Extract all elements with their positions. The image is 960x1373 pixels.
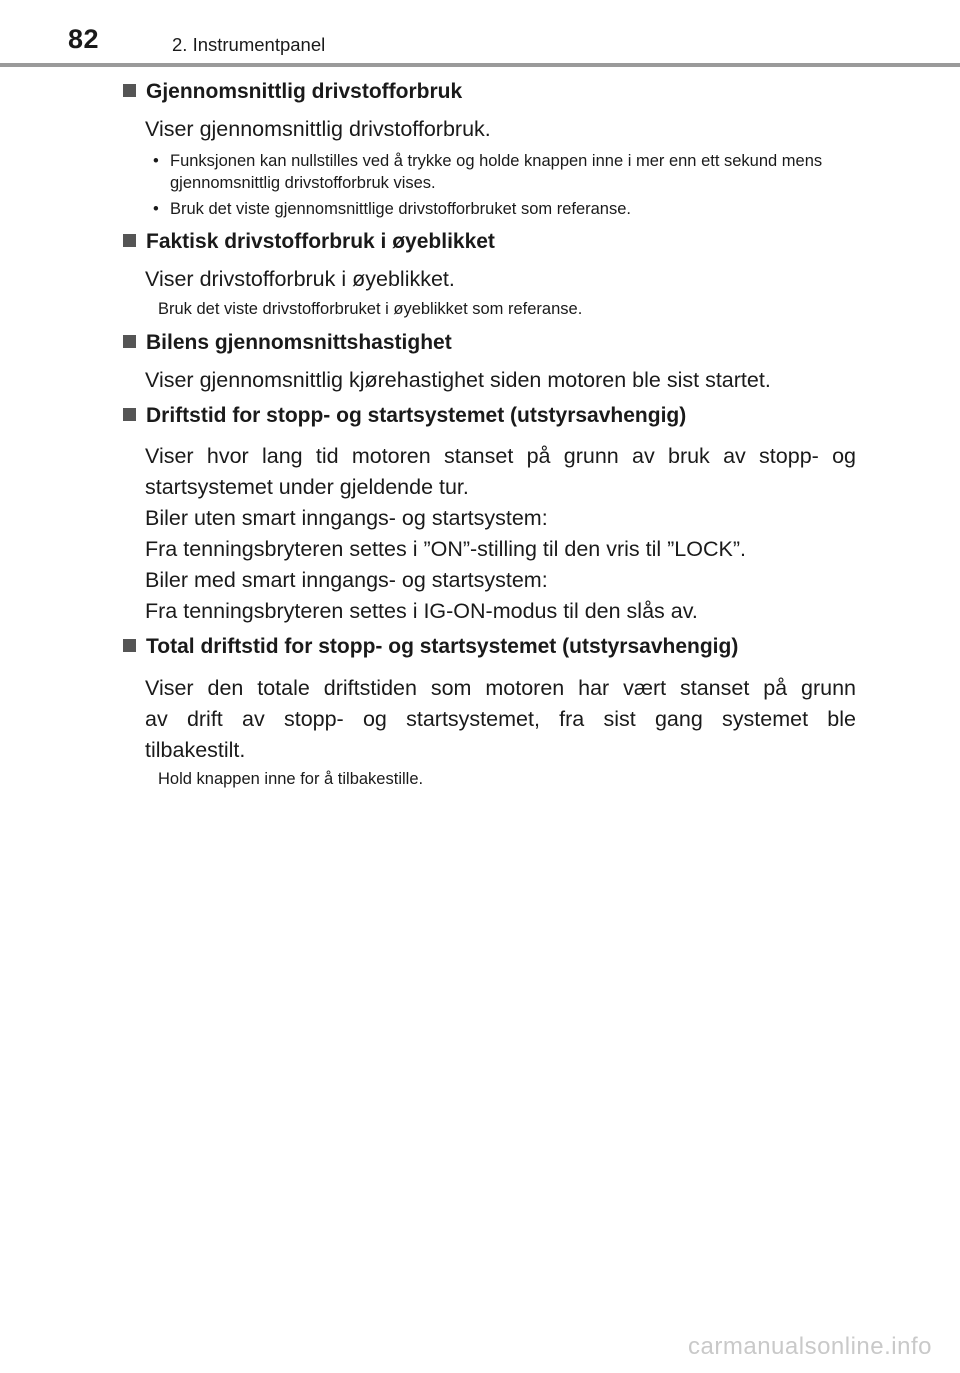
note-item [153, 198, 856, 220]
square-bullet-icon [123, 84, 136, 97]
section-title: Faktisk drivstofforbruk i øyeblikket [146, 230, 495, 253]
section-title: Total driftstid for stopp- og startsystemet (utstyrsavhengig) [146, 635, 739, 658]
section-title: Driftstid for stopp- og startsystemet (utstyrsavhengig) [146, 404, 687, 427]
section-heading-average-fuel [123, 80, 462, 104]
body-text: tilbakestilt. [145, 738, 246, 762]
section-title: Bilens gjennomsnittshastighet [146, 331, 452, 354]
body-text: Biler med smart inngangs- og startsystem: [145, 568, 548, 592]
watermark: carmanualsonline.info [688, 1333, 932, 1360]
section-heading-total-stop-start-time [123, 635, 738, 659]
square-bullet-icon [123, 234, 136, 247]
section-heading-average-speed [123, 331, 452, 355]
body-text: Viser hvor lang tid motoren stanset på grunn av bruk av stopp- og [145, 444, 856, 468]
chapter-title: 2. Instrumentpanel [172, 34, 326, 55]
section-heading-current-fuel [123, 230, 495, 254]
note-text: Hold knappen inne for å tilbakestille. [158, 770, 424, 788]
body-text: Fra tenningsbryteren settes i ”ON”-stilling til den vris til ”LOCK”. [145, 537, 746, 561]
bullet-dot-icon: • [153, 152, 159, 170]
square-bullet-icon [123, 639, 136, 652]
section-heading-stop-start-time [123, 404, 686, 428]
note-item [153, 150, 856, 194]
page-header [0, 0, 960, 70]
body-text: Viser gjennomsnittlig kjørehastighet siden motoren ble sist startet. [145, 368, 771, 392]
note-text: Bruk det viste drivstofforbruket i øyeblikket som referanse. [158, 300, 583, 318]
square-bullet-icon [123, 408, 136, 421]
header-divider [0, 63, 960, 67]
body-text: Fra tenningsbryteren settes i IG-ON-modus til den slås av. [145, 599, 698, 623]
body-text: Viser drivstofforbruk i øyeblikket. [145, 267, 455, 291]
section-title: Gjennomsnittlig drivstofforbruk [146, 80, 463, 103]
square-bullet-icon [123, 335, 136, 348]
note-text: Bruk det viste gjennomsnittlige drivstofforbruket som referanse. [170, 200, 631, 218]
body-text: startsystemet under gjeldende tur. [145, 475, 469, 499]
body-text: av drift av stopp- og startsystemet, fra sist gang systemet ble [145, 707, 856, 731]
bullet-dot-icon: • [153, 200, 159, 218]
body-text: Biler uten smart inngangs- og startsystem: [145, 506, 548, 530]
page-number: 82 [68, 24, 100, 54]
body-text: Viser den totale driftstiden som motoren har vært stanset på grunn [145, 676, 856, 700]
note-text: Funksjonen kan nullstilles ved å trykke og holde knappen inne i mer enn ett sekund mens gjennomsnittlig drivstofforbruk vises. [170, 152, 823, 192]
body-text: Viser gjennomsnittlig drivstofforbruk. [145, 117, 491, 141]
